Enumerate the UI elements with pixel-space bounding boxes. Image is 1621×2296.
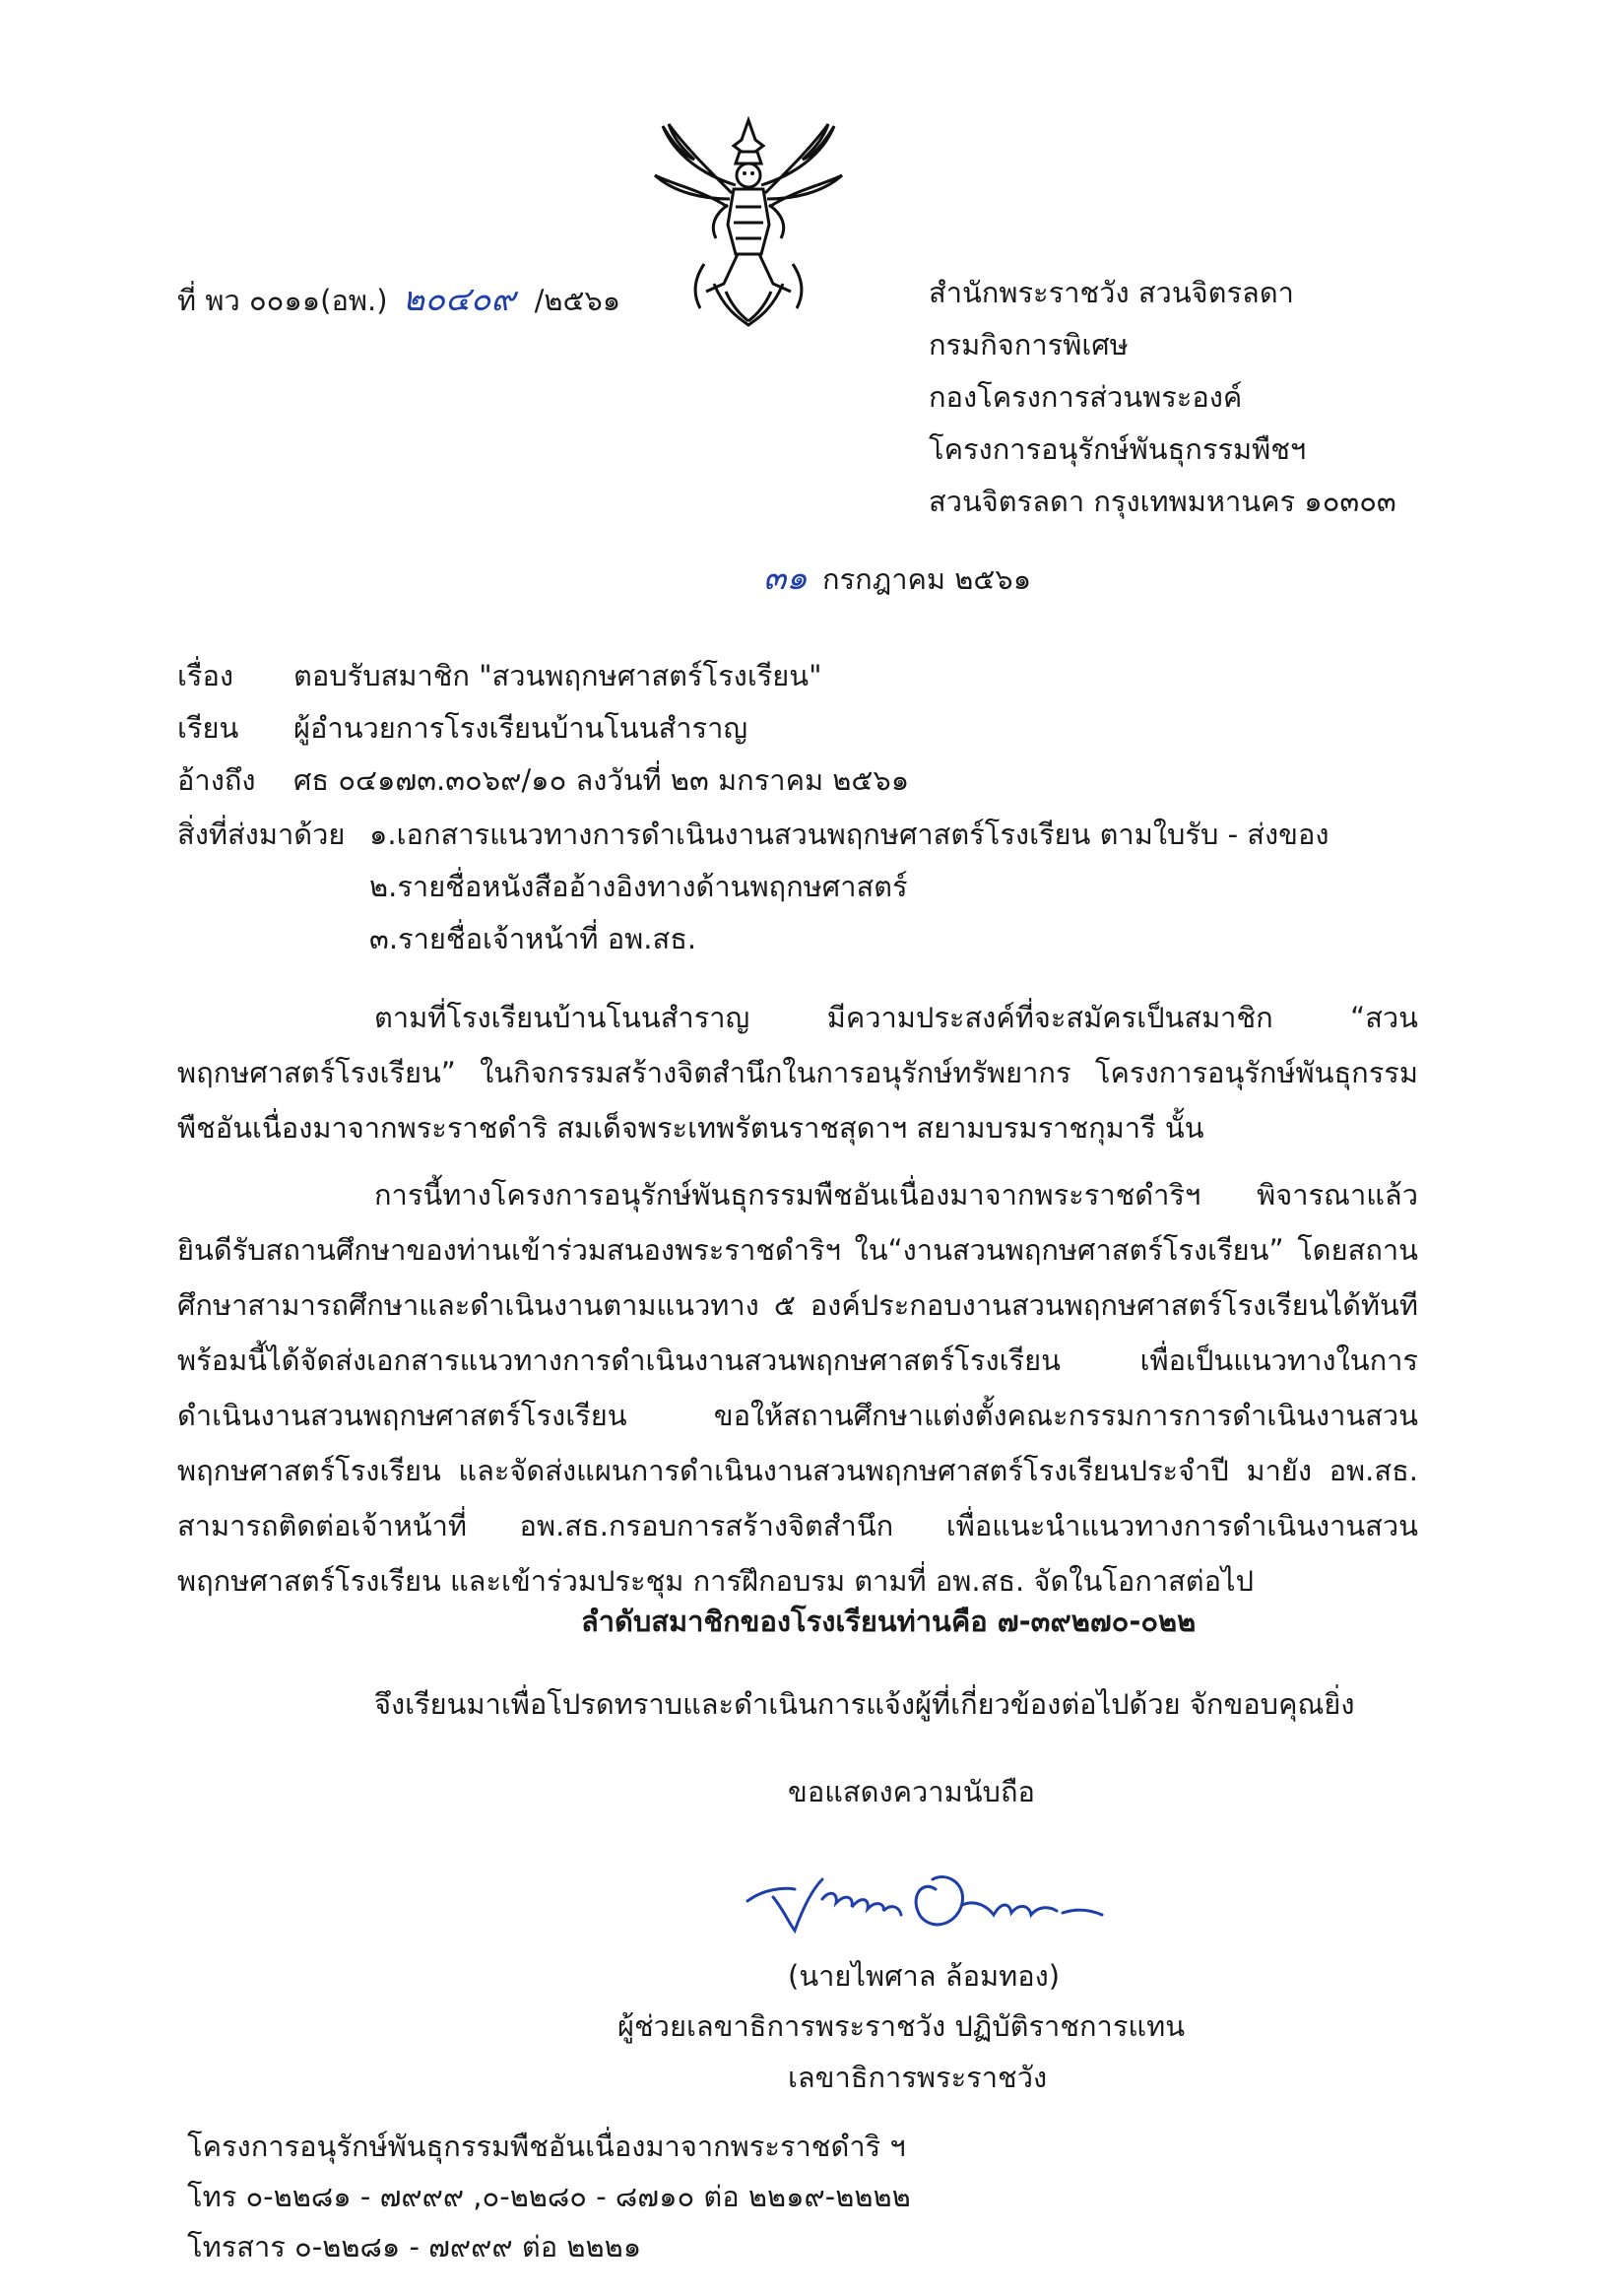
reference-value: ศธ ๐๔๑๗๓.๓๐๖๙/๑๐ ลงวันที่ ๒๓ มกราคม ๒๕๖๑ (293, 763, 910, 797)
body-paragraph-2: การนี้ทางโครงการอนุรักษ์พันธุกรรมพืชอันเนื่องมาจากพระราชดำริฯ พิจารณาแล้ว ยินดีรับสถานศึกษาของท่านเข้าร่วมสนองพระราชดำริฯ ใน“งานสวนพฤกษศาสตร์โรงเรียน” โดยสถานศึกษาสามารถศึกษาและดำเนินงานตามแนวทาง ๕ องค์ประกอบงานสวนพฤกษศาสตร์โรงเรียนได้ทันที พร้อมนี้ได้จัดส่งเอกสารแนวทางการดำเนินงานสวนพฤกษศาสตร์โรงเรียน เพื่อเป็นแนวทางในการดำเนินงานสวนพฤกษศาสตร์โรงเรียน ขอให้สถานศึกษาแต่งตั้งคณะกรรมการการดำเนินงานสวนพฤกษศาสตร์โรงเรียน และจัดส่งแผนการดำเนินงานสวนพฤกษศาสตร์โรงเรียนประจำปี มายัง อพ.สธ. สามารถติดต่อเจ้าหน้าที่ อพ.สธ.กรอบการสร้างจิตสำนึก เพื่อแนะนำแนวทางการดำเนินงานสวนพฤกษศาสตร์โรงเรียน และเข้าร่วมประชุม การฝึกอบรม ตามที่ อพ.สธ. จัดในโอกาสต่อไป (177, 1178, 1418, 1598)
enclosures-label: สิ่งที่ส่งมาด้วย (177, 818, 346, 851)
subject-label: เรื่อง (177, 659, 234, 692)
doc-number (177, 280, 621, 319)
sender-address-line: กรมกิจการพิเศษ (929, 328, 1129, 361)
enclosure-item: ๓.รายชื่อเจ้าหน้าที่ อพ.สธ. (369, 922, 697, 955)
recipient-label: เรียน (177, 711, 239, 745)
date-month-year: กรกฎาคม ๒๕๖๑ (822, 562, 1032, 596)
footer-fax: โทรสาร ๐-๒๒๘๑ - ๗๙๙๙ ต่อ ๒๒๒๑ (187, 2230, 642, 2263)
sender-address-line: สำนักพระราชวัง สวนจิตรลดา (929, 276, 1294, 309)
sender-address-line: กองโครงการส่วนพระองค์ (929, 380, 1243, 414)
member-number: ลำดับสมาชิกของโรงเรียนท่านคือ ๗-๓๙๒๗๐-๐๒๒ (581, 1605, 1197, 1638)
date-day-handwritten: ๓๑ (763, 558, 808, 598)
closing-request: จึงเรียนมาเพื่อโปรดทราบและดำเนินการแจ้งผู้ที่เกี่ยวข้องต่อไปด้วย จักขอบคุณยิ่ง (374, 1687, 1355, 1721)
sender-address-line: โครงการอนุรักษ์พันธุกรรมพืชฯ (929, 432, 1307, 466)
subject-value: ตอบรับสมาชิก "สวนพฤกษศาสตร์โรงเรียน" (293, 659, 822, 692)
garuda-emblem-icon (645, 116, 852, 328)
footer-phone: โทร ๐-๒๒๘๑ - ๗๙๙๙ ,๐-๒๒๘๐ - ๘๗๑๐ ต่อ ๒๒๑๙-๒๒๒๒ (187, 2180, 911, 2213)
signer-title: ผู้ช่วยเลขาธิการพระราชวัง ปฏิบัติราชการแทน (617, 2009, 1186, 2043)
footer-project-name: โครงการอนุรักษ์พันธุกรรมพืชอันเนื่องมาจากพระราชดำริ ฯ (187, 2130, 906, 2163)
reference-label: อ้างถึง (177, 763, 256, 797)
sender-address-line: สวนจิตรลดา กรุงเทพมหานคร ๑๐๓๐๓ (929, 485, 1396, 518)
signer-name: (นายไพศาล ล้อมทอง) (788, 1959, 1061, 1993)
letter-date (763, 558, 1032, 598)
enclosure-item: ๑.เอกสารแนวทางการดำเนินงานสวนพฤกษศาสตร์โรงเรียน ตามใบรับ - ส่งของ (369, 818, 1329, 851)
salutation: ขอแสดงความนับถือ (788, 1775, 1035, 1808)
signature-icon (744, 1850, 1108, 1938)
body-paragraph-1: ตามที่โรงเรียนบ้านโนนสำราญ มีความประสงค์ที่จะสมัครเป็นสมาชิก “สวนพฤกษศาสตร์โรงเรียน” ในกิจกรรมสร้างจิตสำนึกในการอนุรักษ์ทรัพยากร โครงการอนุรักษ์พันธุกรรมพืชอันเนื่องมาจากพระราชดำริ สมเด็จพระเทพรัตนราชสุดาฯ สยามบรมราชกุมารี นั้น (177, 1001, 1418, 1145)
recipient-value: ผู้อำนวยการโรงเรียนบ้านโนนสำราญ (293, 711, 748, 745)
doc-number-prefix: ที่ พว ๐๐๑๑(อพ.) (177, 284, 388, 317)
doc-number-handwritten: ๒๐๔๐๙ (402, 280, 516, 319)
signer-title-2: เลขาธิการพระราชวัง (788, 2061, 1048, 2094)
enclosure-item: ๒.รายชื่อหนังสืออ้างอิงทางด้านพฤกษศาสตร์ (369, 870, 908, 903)
doc-number-suffix: /๒๕๖๑ (534, 284, 621, 317)
